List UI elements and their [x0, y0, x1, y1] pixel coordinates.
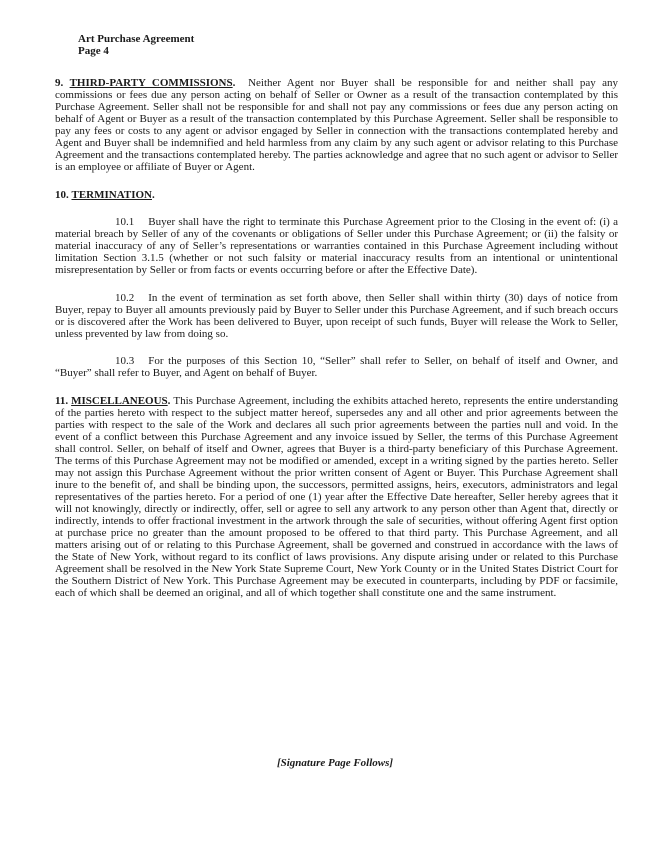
section-9-number: 9. — [55, 77, 64, 89]
section-11-paragraph — [55, 395, 618, 599]
section-11-heading: MISCELLANEOUS — [71, 394, 168, 407]
section-11-number: 11. — [55, 394, 69, 407]
subsection-10-1-paragraph — [55, 216, 618, 276]
subsection-10-2-number: 10.2 — [115, 291, 135, 304]
signature-page-follows-note: [Signature Page Follows] — [276, 757, 394, 769]
subsection-10-3-paragraph — [55, 355, 618, 379]
document-header — [78, 33, 618, 57]
subsection-10-3-number: 10.3 — [115, 355, 135, 367]
subsection-10-2-paragraph — [55, 292, 618, 340]
section-9-heading: THIRD-PARTY COMMISSIONS — [69, 77, 233, 89]
subsection-10-1-number: 10.1 — [115, 216, 135, 228]
subsection-10-3-body-text: For the purposes of this Section 10, “Seller” shall refer to Seller, on behalf of itself and Owner, and “Buyer” shall refer to Buyer, and Agent on behalf of Buyer. — [55, 355, 618, 379]
section-9-body-text: Neither Agent nor Buyer shall be responsible for and neither shall pay any commissions or fees due any person acting on behalf of Seller or Owner as a result of the transaction contemplated by this Purchase Agreement. Seller shall not be responsible for and shall not pay any commissions or fees due any person acting on behalf of Agent or Buyer as a result of the transaction contemplated by this Purchase Agreement. Seller shall be responsible to pay any fees or costs to any agent or advisor engaged by Seller in connection with the transactions contemplated hereby and Agent and Buyer shall be indemnified and held harmless from any claim by any such agent or advisor relating to this Purchase Agreement and the transactions contemplated hereby. The parties acknowledge and agree that no such agent or advisor to Seller is an employee or affiliate of Buyer or Agent. — [55, 77, 619, 173]
subsection-10-1-body-text: Buyer shall have the right to terminate this Purchase Agreement prior to the Closing in the event of: (i) a material breach by Seller of any of the covenants or obligations of Seller under this Purchase Agreement; or (ii) the falsity or material inaccuracy of any of Seller’s representations or warranties contained in this Purchase Agreement including without limitation Section 3.1.5 (whether or not such falsity or material inaccuracy results from an intentional or unintentional misrepresentation by Seller or from facts or events occurring before or after the Effective Date). — [55, 216, 618, 276]
section-10-heading: TERMINATION — [71, 188, 152, 201]
section-9-paragraph — [55, 77, 618, 173]
section-11-body-text: This Purchase Agreement, including the exhibits attached hereto, represents the entire understanding of the parties hereto with respect to the subject matter hereof, supersedes any and all other and prior agreements between the parties with respect to the sale of the Work and declares all such prior agreements between the parties null and void. In the event of a conflict between this Purchase Agreement and any invoice issued by Seller, the terms of this Purchase Agreement shall control. Seller, on behalf of itself and Owner, agrees that Buyer is a third-party beneficiary of this Purchase Agreement. The terms of this Purchase Agreement may not be modified or amended, except in a writing signed by the parties hereto. Seller may not assign this Purchase Agreement without the prior written consent of Agent or Buyer. This Purchase Agreement shall inure to the benefit of, and shall be binding upon, the successors, permitted assigns, heirs, executors, administrators and legal representatives of the parties hereto. For a period of one (1) year after the Effective Date hereafter, Seller hereby agrees that it will not knowingly, directly or indirectly, offer, sell or agree to sell any artwork to any person other than Agent that, directly or indirectly, intends to offer fractional investment in the artwork through the sale of securities, without offering Agent first option at purchase price no greater than the amount proposed to be offered to that third party. This Purchase Agreement, and all matters arising out of or relating to this Purchase Agreement, shall be governed and construed in accordance with the laws of the State of New York, without regard to its conflict of laws provisions. Any dispute arising under or related to this Purchase Agreement shall be resolved in the New York State Supreme Court, New York County or in the United States District Court for the Southern District of New York. This Purchase Agreement may be executed in counterparts, including by PDF or facsimile, each of which shall be deemed an original, and all of which together shall constitute one and the same instrument. — [55, 394, 618, 599]
section-11-heading-period: . — [167, 394, 171, 407]
section-10-heading-period: . — [151, 188, 155, 201]
section-10-number: 10. — [55, 188, 69, 201]
section-10-heading-paragraph — [55, 189, 618, 201]
section-9-heading-period: . — [232, 77, 236, 89]
page-number: Page 4 — [78, 45, 109, 57]
document-title: Art Purchase Agreement — [78, 33, 195, 45]
subsection-10-2-body-text: In the event of termination as set forth above, then Seller shall within thirty (30) days of notice from Buyer, repay to Buyer all amounts previously paid by Buyer to Seller under this Purchase Agreement, and if such breach occurs or is discovered after the Work has been delivered to Buyer, upon receipt of such funds, Buyer will release the Work to Seller, unless prevented by law from doing so. — [55, 291, 618, 340]
